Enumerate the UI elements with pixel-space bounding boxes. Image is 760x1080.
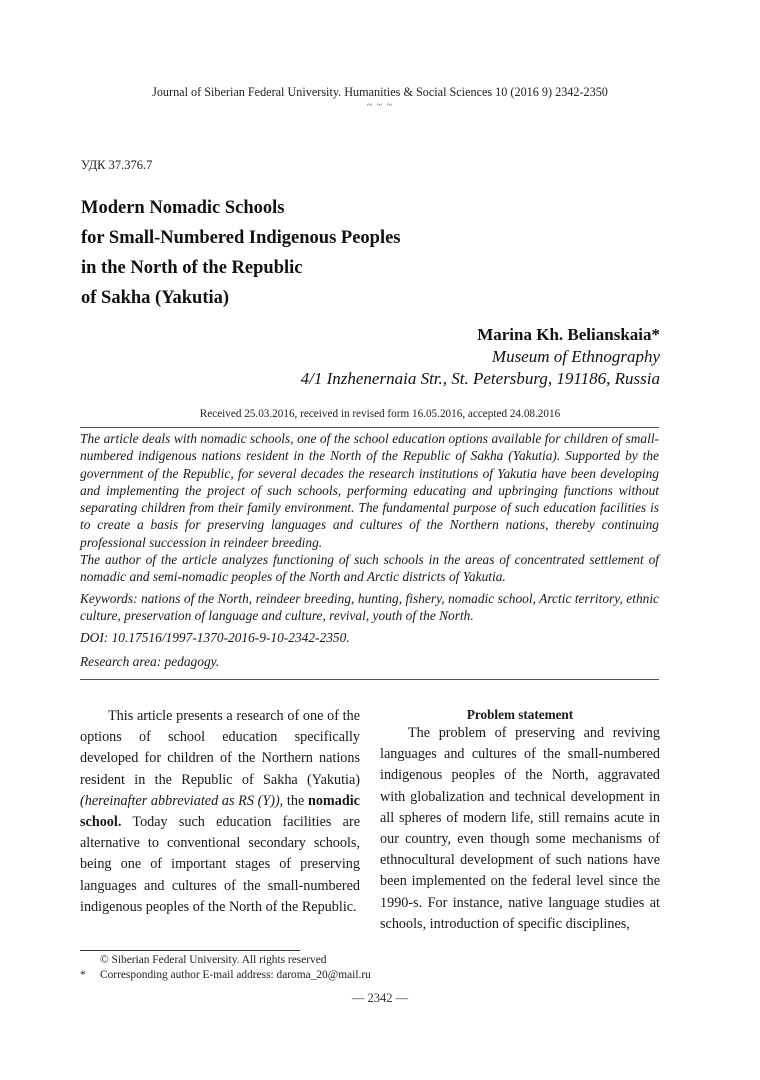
nomadic-school-term: nomadic school.: [80, 792, 360, 831]
author-name: Marina Kh. Belianskaia*: [477, 325, 660, 344]
intro-text: This article presents a research of one of the options of school education specifically developed for children of the Northern nations resident in the Republic of Sakha (Yakutia): [80, 708, 360, 788]
header-separator: ~ ~ ~: [366, 100, 394, 111]
copyright-text: © Siberian Federal University. All rights reserved: [100, 954, 327, 966]
journal-running-head: Journal of Siberian Federal University. Humanities & Social Sciences 10 (2016 9) 2342-2350: [152, 85, 608, 99]
footnote-divider: [80, 950, 300, 951]
abstract-top-divider: [80, 427, 659, 428]
page-number: — 2342 —: [351, 991, 409, 1005]
corresponding-footnote: [80, 968, 371, 983]
footnotes: [80, 953, 371, 983]
received-dates: Received 25.03.2016, received in revised form 16.05.2016, accepted 24.08.2016: [199, 408, 561, 420]
corresponding-author-text: Corresponding author E-mail address: daroma_20@mail.ru: [100, 969, 371, 981]
author-block: [301, 323, 660, 390]
abbreviation-note: (hereinafter abbreviated as RS (Y)),: [80, 792, 284, 809]
abstract: [80, 430, 659, 670]
abstract-paragraph: The article deals with nomadic schools, one of the school education options available for children of small-numbered indigenous nations resident in the North of the Republic of Sakha (Yakutia). Supported by the government of the Republic, for several decades the research institutions of Yakutia have been developing and implementing the project of such schools, performing educating and upbringing functions without separating children from their family environment. The fundamental purpose of such education facilities is to create a basis for preserving languages and cultures of the Northern nations, thereby continuing professional succession in reindeer breeding.: [80, 431, 659, 550]
title-line: Modern Nomadic Schools: [81, 198, 285, 218]
asterisk-mark: *: [80, 969, 86, 981]
body-left-column: [80, 706, 360, 918]
body-right-column: [380, 706, 660, 935]
intro-text: the: [283, 792, 308, 809]
problem-paragraph: The problem of preserving and reviving languages and cultures of the small-numbered indigenous peoples of the North, aggravated with globalization and technical development in all spheres of modern life, still remains acute in our country, even though some mechanisms of ethnocultural development of such nations have been implemented on the federal level since the 1990-s. For instance, native language studies at schools, introduction of specific disciplines,: [380, 725, 660, 932]
abstract-paragraph: The author of the article analyzes functioning of such schools in the areas of concentrated settlement of nomadic and semi-nomadic peoples of the North and Arctic districts of Yakutia.: [80, 552, 659, 585]
doi: DOI: 10.17516/1997-1370-2016-9-10-2342-2350.: [80, 630, 350, 646]
author-address: 4/1 Inzhenernaia Str., St. Petersburg, 191186, Russia: [300, 369, 660, 388]
intro-paragraph: [80, 706, 360, 918]
title-line: of Sakha (Yakutia): [81, 288, 230, 308]
copyright-footnote: [80, 953, 371, 968]
abstract-bottom-divider: [80, 679, 659, 680]
intro-text: Today such education facilities are alternative to conventional secondary schools, being one of important stages of preserving languages and cultures of the small-numbered indigenous peoples of the North of the Republic.: [80, 814, 360, 915]
title-line: in the North of the Republic: [81, 258, 303, 278]
research-area: Research area: pedagogy.: [80, 653, 220, 669]
udk-code: УДК 37.376.7: [81, 158, 153, 172]
title-line: for Small-Numbered Indigenous Peoples: [81, 228, 401, 248]
article-title: [81, 193, 561, 313]
author-affiliation: Museum of Ethnography: [491, 347, 660, 366]
section-heading: Problem statement: [466, 707, 574, 722]
keywords: Keywords: nations of the North, reindeer breeding, hunting, fishery, nomadic school, Arctic territory, ethnic culture, preservation of language and culture, revival, youth of the North.: [80, 590, 659, 623]
